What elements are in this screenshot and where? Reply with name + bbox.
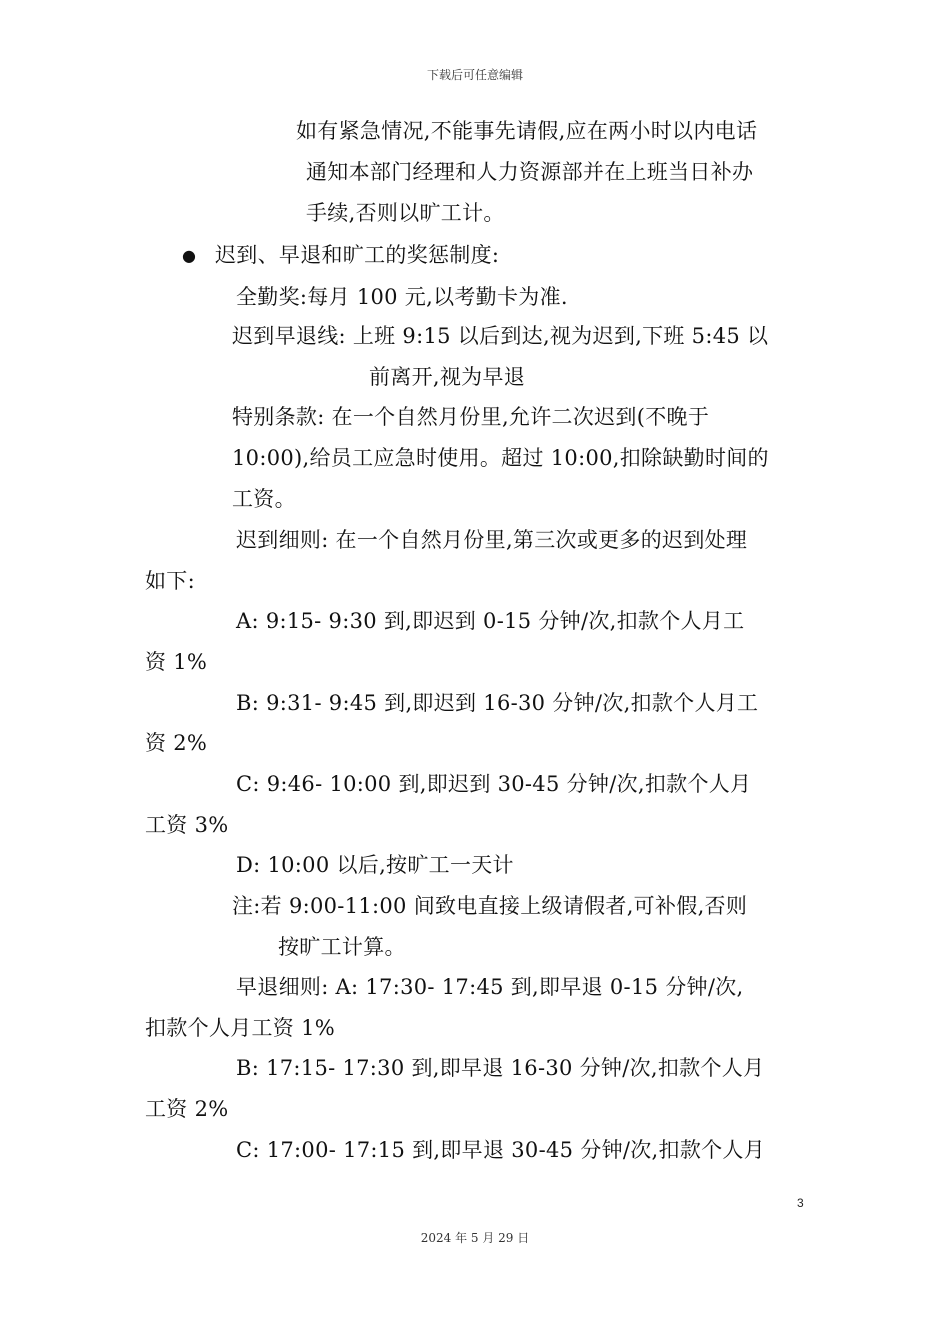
section-heading: 迟到、早退和旷工的奖惩制度: (215, 243, 500, 267)
paragraph-line: 工资。 (232, 487, 296, 511)
paragraph-line: 10:00),给员工应急时使用。超过 10:00,扣除缺勤时间的 (232, 446, 769, 470)
rule-line: B: 9:31- 9:45 到,即迟到 16-30 分钟/次,扣款个人月工 (236, 691, 759, 715)
rule-line: B: 17:15- 17:30 到,即早退 16-30 分钟/次,扣款个人月 (236, 1056, 765, 1080)
paragraph-line: 迟到细则: 在一个自然月份里,第三次或更多的迟到处理 (236, 528, 748, 552)
note-line: 注:若 9:00-11:00 间致电直接上级请假者,可补假,否则 (232, 894, 748, 918)
rule-line: 工资 2% (145, 1097, 229, 1121)
rule-line: C: 9:46- 10:00 到,即迟到 30-45 分钟/次,扣款个人月 (236, 772, 752, 796)
paragraph-line: 迟到早退线: 上班 9:15 以后到达,视为迟到,下班 5:45 以 (232, 324, 769, 348)
bullet-icon: ● (182, 246, 196, 265)
paragraph-line: 特别条款: 在一个自然月份里,允许二次迟到(不晚于 (232, 405, 710, 429)
rule-line: 资 1% (145, 650, 208, 674)
page-footer-date: 2024 年 5 月 29 日 (420, 1231, 530, 1245)
rule-line: 工资 3% (145, 813, 229, 837)
rule-line: 扣款个人月工资 1% (145, 1016, 335, 1040)
note-line: 按旷工计算。 (278, 935, 406, 959)
page-number: 3 (797, 1196, 804, 1210)
rule-line: C: 17:00- 17:15 到,即早退 30-45 分钟/次,扣款个人月 (236, 1138, 766, 1162)
page-header: 下载后可任意编辑 (426, 68, 523, 82)
rule-line: D: 10:00 以后,按旷工一天计 (236, 853, 514, 877)
paragraph-line: 前离开,视为早退 (369, 365, 526, 389)
rule-line: 早退细则: A: 17:30- 17:45 到,即早退 0-15 分钟/次, (236, 975, 744, 999)
paragraph-line: 手续,否则以旷工计。 (306, 201, 505, 225)
rule-line: 资 2% (145, 731, 208, 755)
paragraph-line: 如有紧急情况,不能事先请假,应在两小时以内电话 (296, 119, 758, 143)
paragraph-line: 如下: (145, 569, 195, 593)
rule-line: A: 9:15- 9:30 到,即迟到 0-15 分钟/次,扣款个人月工 (236, 609, 745, 633)
paragraph-line: 全勤奖:每月 100 元,以考勤卡为准. (236, 285, 568, 309)
paragraph-line: 通知本部门经理和人力资源部并在上班当日补办 (306, 160, 754, 184)
